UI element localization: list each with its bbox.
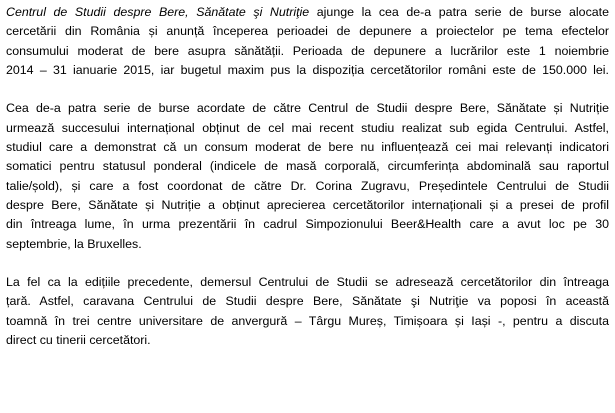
text-line: somatici pentru statusul ponderal (indicele de masă corporală, circumferința abdominală sau raportul (6, 159, 609, 174)
text-line: Cea de-a patra serie de burse acordate de către Centrul de Studii despre Bere, Sănătate și Nutriție (6, 101, 609, 116)
paragraph-1 (6, 3, 609, 80)
text-line: La fel ca la edițiile precedente, demersul Centrului de Studii se adresează cercetătorilor din întreaga (6, 275, 609, 290)
text-line: țară. Astfel, caravana Centrului de Studii despre Bere, Sănătate şi Nutriţie va poposi în această (6, 294, 609, 309)
text-line: despre Bere, Sănătate și Nutriție a obținut aprecierea cercetătorilor internaționali și a presei de profil (6, 197, 609, 212)
document-body (6, 3, 609, 370)
text-line: cercetării din România și anunță începerea perioadei de depunere a proiectelor pe tema efectelor (6, 24, 609, 39)
text-line: din întreaga lume, în urma prezentării în cadrul Simpozionului Beer&Health care a avut loc pe 30 (6, 217, 609, 232)
text-line: Centrul de Studii despre Bere, Sănătate şi Nutriţie ajunge la cea de-a patra serie de burse alocate (6, 5, 609, 19)
text-line: talie/șold), și care a fost coordonat de către Dr. Corina Zugravu, Președintele Centrului de Studii (6, 178, 609, 193)
paragraph-3 (6, 273, 609, 350)
text-line: studiul care a demonstrat că un consum moderat de bere nu influențează cei mai relevanți indicatori (6, 140, 609, 155)
text-line: urmează succesului internațional obținut de cel mai recent studiu realizat sub egida Centrului. Astfel, (6, 120, 609, 135)
text-line: septembrie, la Bruxelles. (6, 236, 142, 251)
text-line: toamnă în trei centre universitare de anvergură – Târgu Mureș, Timișoara și Iași -, pentru a discuta (6, 313, 609, 328)
text-line: direct cu tinerii cercetători. (6, 333, 151, 348)
text-line: 2014 – 31 ianuarie 2015, iar bugetul maxim pus la dispoziția cercetătorilor români este de 150.000 lei. (6, 62, 609, 77)
organization-name: Centrul de Studii despre Bere, Sănătate şi Nutriţie (6, 5, 310, 19)
text-line: consumului moderat de bere asupra sănătății. Perioada de depunere a lucrărilor este 1 noiembrie (6, 43, 609, 58)
paragraph-2 (6, 99, 609, 253)
